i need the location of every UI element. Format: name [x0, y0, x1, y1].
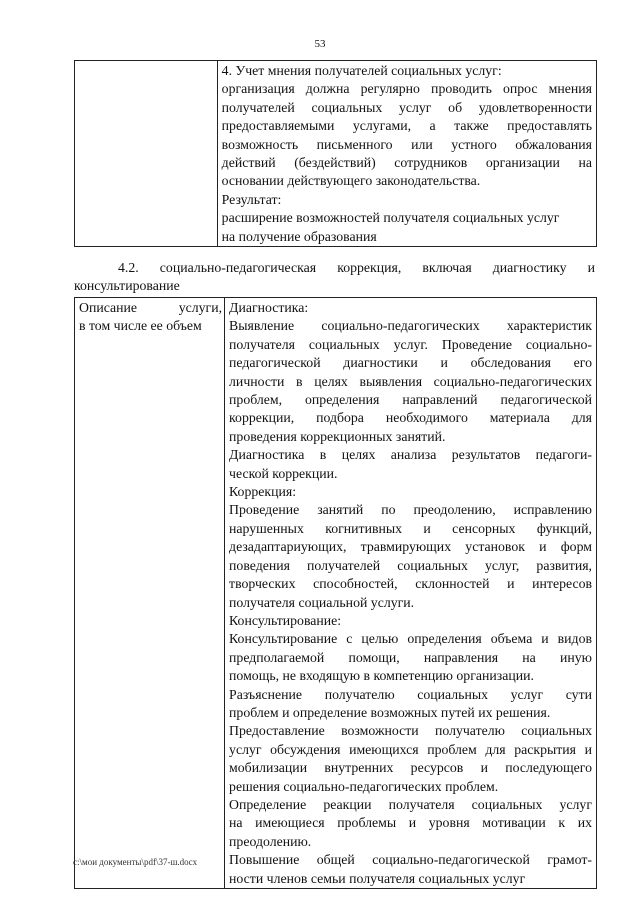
text-line: на получение образования: [221, 228, 377, 244]
text-line: на имеющиеся проблемы и уровня мотивации к их: [229, 815, 592, 831]
page-number: 53: [314, 38, 326, 50]
text-line: Консультирование с целью определения объема и видов: [229, 631, 592, 647]
section-heading-line: 4.2. социально-педагогическая коррекция, включая диагностику и: [118, 260, 595, 275]
text-line: проблем, определения направлений педагогической: [229, 392, 592, 408]
text-line: получателей социальных услуг об удовлетворенности: [221, 99, 592, 115]
consulting-heading: Консультирование:: [229, 612, 342, 628]
text-line: основании действующего законодательства.: [221, 173, 481, 189]
label-cell: [75, 298, 225, 889]
label-line: Описание услуги,: [79, 300, 223, 315]
text-line: Проведение занятий по преодолению, исправлению: [229, 502, 592, 518]
text-line: педагогической диагностики и обследования его: [229, 355, 592, 371]
section-heading-line: консультирование: [74, 278, 180, 294]
text-line: предоставляемыми услугами, а также предоставлять: [221, 118, 592, 134]
diagnostics-heading: Диагностика:: [229, 300, 309, 315]
text-line: решения социально-педагогических проблем.: [229, 778, 499, 794]
text-line: нарушенных когнитивных и сенсорных функций,: [229, 520, 592, 536]
text-line: услуг обсуждения имеющихся проблем для раскрытия и: [229, 741, 592, 757]
text-line: получателя социальной услуги.: [229, 594, 415, 610]
label-line: в том числе ее объем: [79, 318, 202, 334]
description-cell: [225, 298, 597, 889]
text-line: Предоставление возможности получателю социальных: [229, 723, 592, 739]
file-path-footer: c:\мои документы\pdf\37-ш.docx: [73, 857, 198, 867]
correction-heading: Коррекция:: [229, 484, 297, 500]
text-line: Разъяснение получателю социальных услуг сути: [229, 686, 592, 702]
text-line: действий (бездействий) сотрудников организации на: [221, 155, 592, 171]
text-line: ческой коррекции.: [229, 465, 338, 481]
text-line: Диагностика в целях анализа результатов педагоги-: [229, 447, 592, 463]
text-line: расширение возможностей получателя социальных услуг: [221, 210, 560, 226]
text-line: личности в целях выявления социально-педагогических: [229, 373, 592, 389]
text-line: творческих способностей, склонностей и интересов: [229, 576, 592, 592]
table-service-4-2: [74, 297, 597, 889]
text-line: возможность письменного или устного обжалования: [221, 136, 592, 152]
table-service-4-1-continued: [74, 60, 597, 247]
text-line: предполагаемой помощи, направления на иную: [229, 649, 592, 665]
text-line: проведения коррекционных занятий.: [229, 428, 446, 444]
text-line: проблем и определение возможных путей их решения.: [229, 704, 551, 720]
text-line: преодолению.: [229, 833, 312, 849]
text-line: Повышение общей социально-педагогической грамот-: [229, 852, 592, 868]
text-line: 4. Учет мнения получателей социальных услуг:: [221, 63, 502, 78]
text-line: коррекции, подбора необходимого материала для: [229, 410, 592, 426]
text-line: организация должна регулярно проводить опрос мнения: [221, 81, 592, 97]
text-line: дезадаптариующих, травмирующих установок и форм: [229, 539, 592, 555]
text-line: помощь, не входящую в компетенцию организации.: [229, 668, 534, 684]
empty-label-cell: [75, 61, 218, 247]
text-line: Определение реакции получателя социальных услуг: [229, 796, 592, 812]
text-line: мобилизации внутренних ресурсов и последующего: [229, 760, 592, 776]
text-line: получателя социальных услуг. Проведение социально-: [229, 336, 592, 352]
result-heading: Результат:: [221, 191, 282, 207]
section-heading: [74, 259, 595, 296]
text-line: поведения получателей социальных услуг, развития,: [229, 557, 592, 573]
description-cell: [217, 61, 596, 247]
text-line: ности членов семьи получателя социальных услуг: [229, 870, 526, 886]
text-line: Выявление социально-педагогических характеристик: [229, 318, 592, 334]
